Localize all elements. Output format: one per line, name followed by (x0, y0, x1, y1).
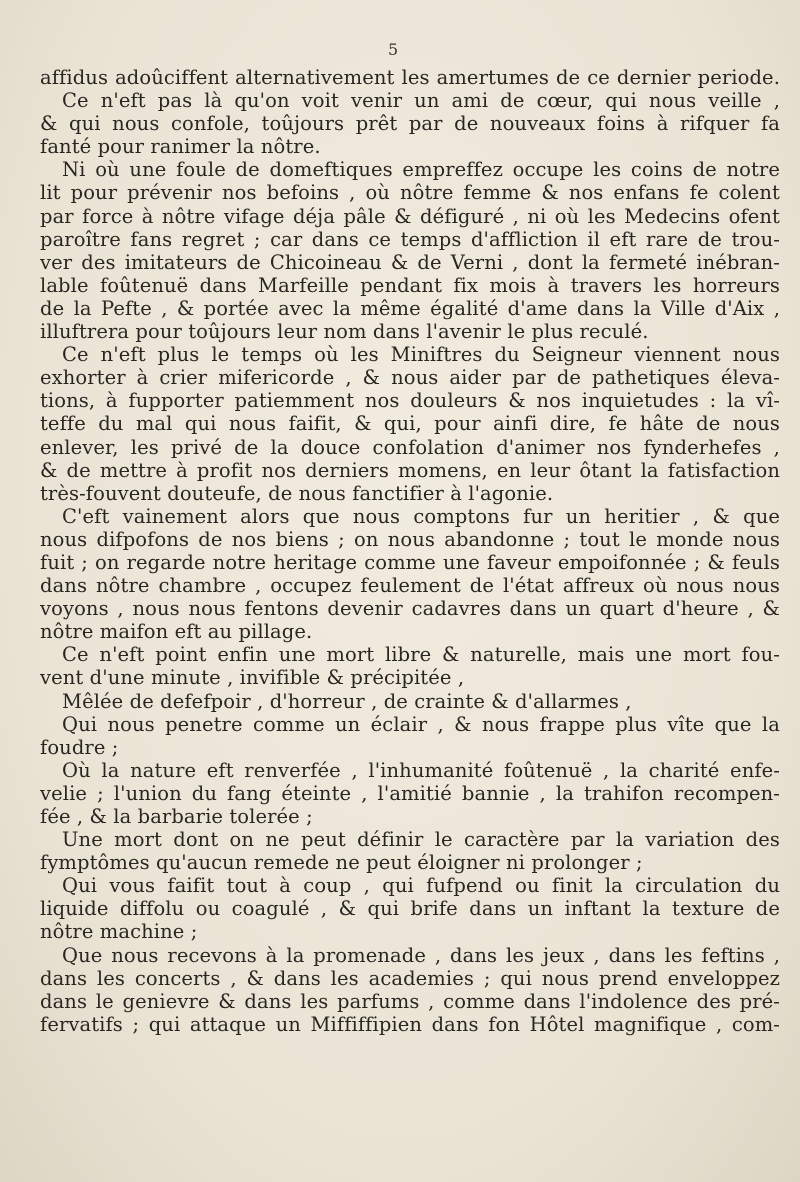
text-line: paroître fans regret ; car dans ce temps d'affliction il eft rare de trou- (40, 227, 780, 251)
text-line: Qui vous faifit tout à coup , qui fufpend ou finit la circulation du (62, 874, 780, 898)
text-line: dans les concerts , & dans les academies ; qui nous prend enveloppez (40, 966, 780, 990)
text-line: tions, à fupporter patiemment nos douleurs & nos inquietudes : la vî- (40, 389, 780, 413)
text-line: liquide diffolu ou coagulé , & qui brife dans un inftant la texture de (40, 897, 780, 921)
text-line: & qui nous confole, toûjours prêt par de nouveaux foins à rifquer fa (40, 112, 780, 136)
text-line: foudre ; (40, 735, 119, 759)
text-line: nôtre machine ; (40, 920, 198, 944)
text-line: Ce n'eft pas là qu'on voit venir un ami de cœur, qui nous veille , (62, 89, 780, 113)
text-line: Qui nous penetre comme un éclair , & nous frappe plus vîte que la (62, 712, 780, 736)
text-line: voyons , nous nous fentons devenir cadavres dans un quart d'heure , & (40, 597, 780, 621)
text-line: fée , & la barbarie tolerée ; (40, 805, 313, 828)
text-line: velie ; l'union du fang éteinte , l'amitié bannie , la trahifon recompen- (40, 781, 780, 805)
text-line: par force à nôtre vifage déja pâle & défiguré , ni où les Medecins ofent (40, 204, 780, 228)
text-line: Ce n'eft plus le temps où les Miniftres du Seigneur viennent nous (62, 343, 780, 367)
text-line: Ce n'eft point enfin une mort libre & naturelle, mais une mort fou- (62, 643, 780, 667)
text-line: C'eft vainement alors que nous comptons fur un heritier , & que (62, 504, 780, 528)
text-line: teffe du mal qui nous faifit, & qui, pour ainfi dire, fe hâte de nous (40, 412, 780, 436)
text-line: vent d'une minute , invifible & précipitée , (40, 666, 465, 690)
text-line: Mêlée de defefpoir , d'horreur , de crainte & d'allarmes , (62, 689, 632, 713)
text-line: exhorter à crier mifericorde , & nous aider par de pathetiques éleva- (40, 366, 780, 390)
text-line: fymptômes qu'aucun remede ne peut éloigner ni prolonger ; (40, 851, 643, 875)
text-line: fanté pour ranimer la nôtre. (40, 135, 321, 159)
text-line: nôtre maifon eft au pillage. (40, 620, 313, 644)
text-line: lit pour prévenir nos befoins , où nôtre femme & nos enfans fe colent (40, 181, 780, 205)
text-line: dans le genievre & dans les parfums , comme dans l'indolence des pré- (40, 989, 780, 1013)
body-text (40, 66, 780, 1036)
text-line: fervatifs ; qui attaque un Miffiffipien dans fon Hôtel magnifique , com- (40, 1012, 780, 1036)
text-line: fuit ; on regarde notre heritage comme une faveur empoifonnée ; & feuls (40, 550, 780, 574)
text-line: nous difpofons de nos biens ; on nous abandonne ; tout le monde nous (40, 527, 780, 551)
text-line: Ni où une foule de domeftiques empreffez occupe les coins de notre (62, 158, 780, 182)
text-line: lable foûtenuë dans Marfeille pendant fix mois à travers les horreurs (40, 273, 780, 297)
text-line: ver des imitateurs de Chicoineau & de Verni , dont la fermeté inébran- (40, 250, 780, 274)
text-line: Où la nature eft renverfée , l'inhumanité foûtenuë , la charité enfe- (62, 758, 780, 782)
text-line: & de mettre à profit nos derniers momens, en leur ôtant la fatisfaction (40, 458, 780, 482)
text-line: Une mort dont on ne peut définir le caractère par la variation des (62, 828, 780, 852)
text-line: illuftrera pour toûjours leur nom dans l'avenir le plus reculé. (40, 320, 649, 344)
text-line: de la Pefte , & portée avec la même égalité d'ame dans la Ville d'Aix , (40, 296, 780, 320)
text-line: Que nous recevons à la promenade , dans les jeux , dans les feftins , (62, 943, 780, 967)
text-line: enlever, les privé de la douce confolation d'animer nos fynderhefes , (40, 435, 780, 459)
text-line: affidus adoûciffent alternativement les amertumes de ce dernier periode. (40, 66, 780, 89)
text-line: très-fouvent douteufe, de nous fanctifier à l'agonie. (40, 481, 554, 505)
page-number: 5 (388, 40, 399, 59)
text-line: dans nôtre chambre , occupez feulement de l'état affreux où nous nous (40, 574, 780, 598)
